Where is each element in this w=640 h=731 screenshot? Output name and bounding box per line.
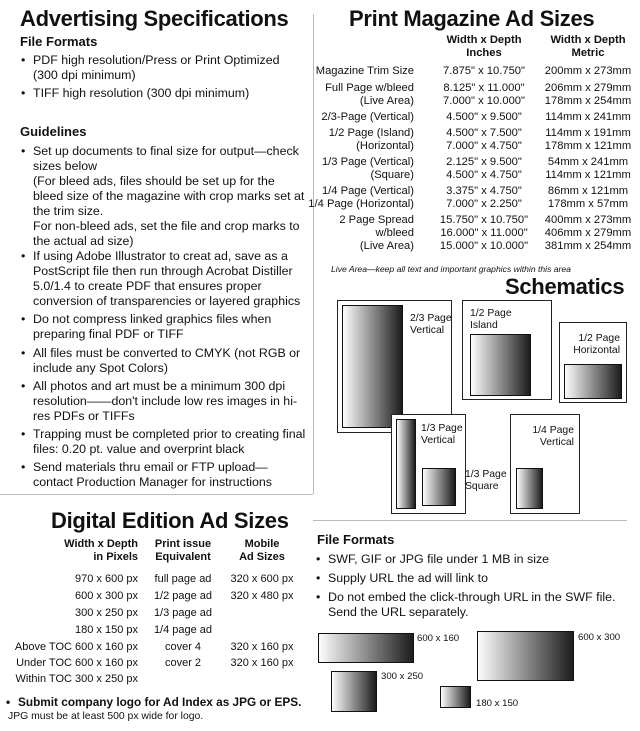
column-header xyxy=(58,538,138,564)
row-inches: 4.500" x 4.750" xyxy=(446,169,522,181)
row-metric: 114mm x 121mm xyxy=(545,169,631,181)
row-mobile: 320 x 160 px xyxy=(230,657,294,669)
schematic-label: 2/3 Page Vertical xyxy=(410,313,452,336)
header-line: Width x Depth xyxy=(550,34,626,46)
row-inches: 8.125" x 11.000" xyxy=(443,82,525,94)
column-header xyxy=(143,538,223,564)
row-print: full page ad xyxy=(154,573,212,585)
guidelines-heading: Guidelines xyxy=(20,124,87,139)
table-row xyxy=(316,95,638,108)
row-size: 970 x 600 px xyxy=(75,573,138,585)
ad-size-box-300x250 xyxy=(331,671,377,712)
row-print: 1/4 page ad xyxy=(153,624,213,636)
guideline-text: • Set up documents to final size for output—check sizes below xyxy=(33,144,299,173)
schematics-title: Schematics xyxy=(505,274,625,299)
list-item: • If using Adobe Illustrator to creat ad, save as a PostScript file then run through Acrobat Distiller 5.0/1.4 to create PDF that ensures proper conversion of transparencies or layered graphics xyxy=(21,249,306,309)
schematic-label: 1/2 Page Horizontal xyxy=(573,333,620,356)
row-label: 1/4 Page (Horizontal) xyxy=(308,198,414,210)
list-item: • Send materials thru email or FTP upload—contact Production Manager for instructions xyxy=(21,460,306,490)
row-label: 1/4 Page (Vertical) xyxy=(321,185,414,197)
row-inches: 7.875" x 10.750" xyxy=(443,65,525,77)
list-item: • Do not embed the click-through URL in the SWF file. Send the URL separately. xyxy=(316,590,628,620)
list-item xyxy=(21,144,306,249)
section-divider xyxy=(0,494,313,495)
print-title: Print Magazine Ad Sizes xyxy=(349,6,595,31)
digital-file-formats-heading: File Formats xyxy=(317,532,395,547)
row-size: Above TOC 600 x 160 px xyxy=(14,641,138,653)
table-row xyxy=(0,673,313,686)
list-item: • All files must be converted to CMYK (not RGB or include any Spot Colors) xyxy=(21,346,306,376)
row-size: 600 x 300 px xyxy=(75,590,138,602)
header-line: in Pixels xyxy=(93,551,138,563)
row-metric: 381mm x 254mm xyxy=(544,240,632,252)
row-metric: 178mm x 121mm xyxy=(544,140,632,152)
row-inches: 3.375" x 4.750" xyxy=(446,185,522,197)
table-row xyxy=(316,82,638,95)
logo-note: JPG must be at least 500 px wide for logo. xyxy=(8,711,204,722)
ad-area-shape xyxy=(342,305,403,428)
table-row xyxy=(0,573,313,586)
row-label: w/bleed xyxy=(375,227,414,239)
ad-area-shape xyxy=(422,468,456,506)
column-header xyxy=(538,34,638,60)
row-metric: 178mm x 254mm xyxy=(544,95,632,107)
list-item: • SWF, GIF or JPG file under 1 MB in size xyxy=(316,552,628,567)
column-header xyxy=(222,538,302,564)
row-inches: 15.750" x 10.750" xyxy=(439,214,529,226)
table-row xyxy=(0,624,313,637)
row-size: 180 x 150 px xyxy=(75,624,138,636)
row-inches: 4.500" x 7.500" xyxy=(446,127,522,139)
row-inches: 15.000" x 10.000" xyxy=(439,240,529,252)
row-print: cover 4 xyxy=(164,641,202,653)
table-row xyxy=(316,140,638,153)
row-mobile: 320 x 160 px xyxy=(230,641,294,653)
row-metric: 114mm x 191mm xyxy=(545,127,631,139)
ad-area-shape xyxy=(470,334,531,396)
ad-area-shape xyxy=(396,419,416,509)
header-line: Width x Depth xyxy=(446,34,522,46)
table-row xyxy=(0,641,313,654)
row-inches: 4.500" x 9.500" xyxy=(446,111,522,123)
row-metric: 206mm x 279mm xyxy=(544,82,632,94)
row-label: (Square) xyxy=(370,169,414,181)
ad-size-label: 300 x 250 xyxy=(381,671,424,682)
table-row xyxy=(316,111,638,124)
table-row xyxy=(0,607,313,620)
row-inches: 2.125" x 9.500" xyxy=(446,156,522,168)
ad-size-label: 600 x 300 xyxy=(578,632,621,643)
row-metric: 178mm x 57mm xyxy=(547,198,629,210)
row-metric: 54mm x 241mm xyxy=(547,156,629,168)
row-label: (Live Area) xyxy=(359,95,414,107)
row-mobile: 320 x 480 px xyxy=(230,590,294,602)
ad-size-label: 180 x 150 xyxy=(476,698,519,709)
row-print: 1/3 page ad xyxy=(153,607,213,619)
schematic-label: 1/4 Page Vertical xyxy=(532,425,574,448)
schematic-half-horizontal xyxy=(559,322,627,403)
row-size: Within TOC 300 x 250 px xyxy=(15,673,138,685)
ad-size-box-600x300 xyxy=(477,631,574,681)
ad-size-label: 600 x 160 xyxy=(417,633,460,644)
page-title: Advertising Specifications xyxy=(20,6,289,31)
row-size: Under TOC 600 x 160 px xyxy=(16,657,138,669)
ad-area-shape xyxy=(564,364,622,399)
row-metric: 400mm x 273mm xyxy=(544,214,632,226)
row-label: (Horizontal) xyxy=(356,140,414,152)
guideline-text: For non-bleed ads, set the file and crop marks to the actual ad size) xyxy=(33,219,300,248)
table-row xyxy=(0,590,313,603)
column-header xyxy=(430,34,538,60)
list-item: • Trapping must be completed prior to creating final files: 0.20 pt. value and overprint black xyxy=(21,427,306,457)
row-label: (Live Area) xyxy=(359,240,414,252)
row-inches: 7.000" x 4.750" xyxy=(446,140,522,152)
schematic-label: 1/3 Page Vertical xyxy=(421,423,463,446)
table-row xyxy=(316,156,638,169)
row-label: Full Page w/bleed xyxy=(325,82,414,94)
row-metric: 200mm x 273mm xyxy=(544,65,632,77)
header-line: Width x Depth xyxy=(64,538,138,550)
row-mobile: 320 x 600 px xyxy=(230,573,294,585)
schematic-third-vertical xyxy=(391,414,466,514)
row-metric: 86mm x 121mm xyxy=(547,185,629,197)
table-row xyxy=(316,240,638,253)
schematic-half-island xyxy=(462,300,552,400)
row-label: 2 Page Spread xyxy=(339,214,414,226)
row-label: 1/2 Page (Island) xyxy=(328,127,414,139)
live-area-note: Live Area—keep all text and important graphics within this area xyxy=(331,264,571,274)
table-row xyxy=(316,127,638,140)
row-size: 300 x 250 px xyxy=(75,607,138,619)
file-formats-heading: File Formats xyxy=(20,34,98,49)
row-inches: 7.000" x 10.000" xyxy=(443,95,525,107)
section-divider xyxy=(313,520,627,521)
row-metric: 406mm x 279mm xyxy=(544,227,632,239)
list-item: • Supply URL the ad will link to xyxy=(316,571,628,586)
table-row xyxy=(0,657,313,670)
table-row xyxy=(316,185,638,198)
row-metric: 114mm x 241mm xyxy=(545,111,631,123)
header-line: Print issue xyxy=(154,538,212,550)
row-label: 1/3 Page (Vertical) xyxy=(321,156,414,168)
guideline-text: (For bleed ads, files should be set up for the bleed size of the magazine with crop marks set at the trim size. xyxy=(33,174,305,218)
header-line: Equivalent xyxy=(155,551,211,563)
list-item: • All photos and art must be a minimum 300 dpi resolution——don't include low res images in hi-res PDFs or TIFFs xyxy=(21,379,306,424)
row-inches: 7.000" x 2.250" xyxy=(446,198,522,210)
header-line: Metric xyxy=(571,47,605,59)
header-line: Ad Sizes xyxy=(239,551,285,563)
schematic-label: 1/2 Page Island xyxy=(470,308,512,331)
row-inches: 16.000" x 11.000" xyxy=(440,227,528,239)
table-row xyxy=(316,227,638,240)
list-item: • TIFF high resolution (300 dpi minimum) xyxy=(21,86,306,101)
list-item: • Do not compress linked graphics files when preparing final PDF or TIFF xyxy=(21,312,306,342)
table-row xyxy=(316,214,638,227)
schematic-quarter-vertical xyxy=(510,414,580,514)
row-print: cover 2 xyxy=(164,657,202,669)
column-divider xyxy=(313,14,314,494)
table-row xyxy=(316,65,638,78)
row-print: 1/2 page ad xyxy=(153,590,213,602)
logo-instruction: • Submit company logo for Ad Index as JPG or EPS. xyxy=(6,695,311,710)
schematic-label: 1/3 Page Square xyxy=(465,469,507,492)
ad-size-box-180x150 xyxy=(440,686,471,708)
ad-size-box-600x160 xyxy=(318,633,414,663)
row-label: 2/3-Page (Vertical) xyxy=(321,111,414,123)
table-row xyxy=(308,198,638,211)
ad-area-shape xyxy=(516,468,543,509)
row-label: Magazine Trim Size xyxy=(315,65,414,77)
digital-title: Digital Edition Ad Sizes xyxy=(51,508,289,533)
list-item: • PDF high resolution/Press or Print Optimized (300 dpi minimum) xyxy=(21,53,306,83)
header-line: Mobile xyxy=(244,538,280,550)
table-row xyxy=(316,169,638,182)
header-line: Inches xyxy=(466,47,502,59)
